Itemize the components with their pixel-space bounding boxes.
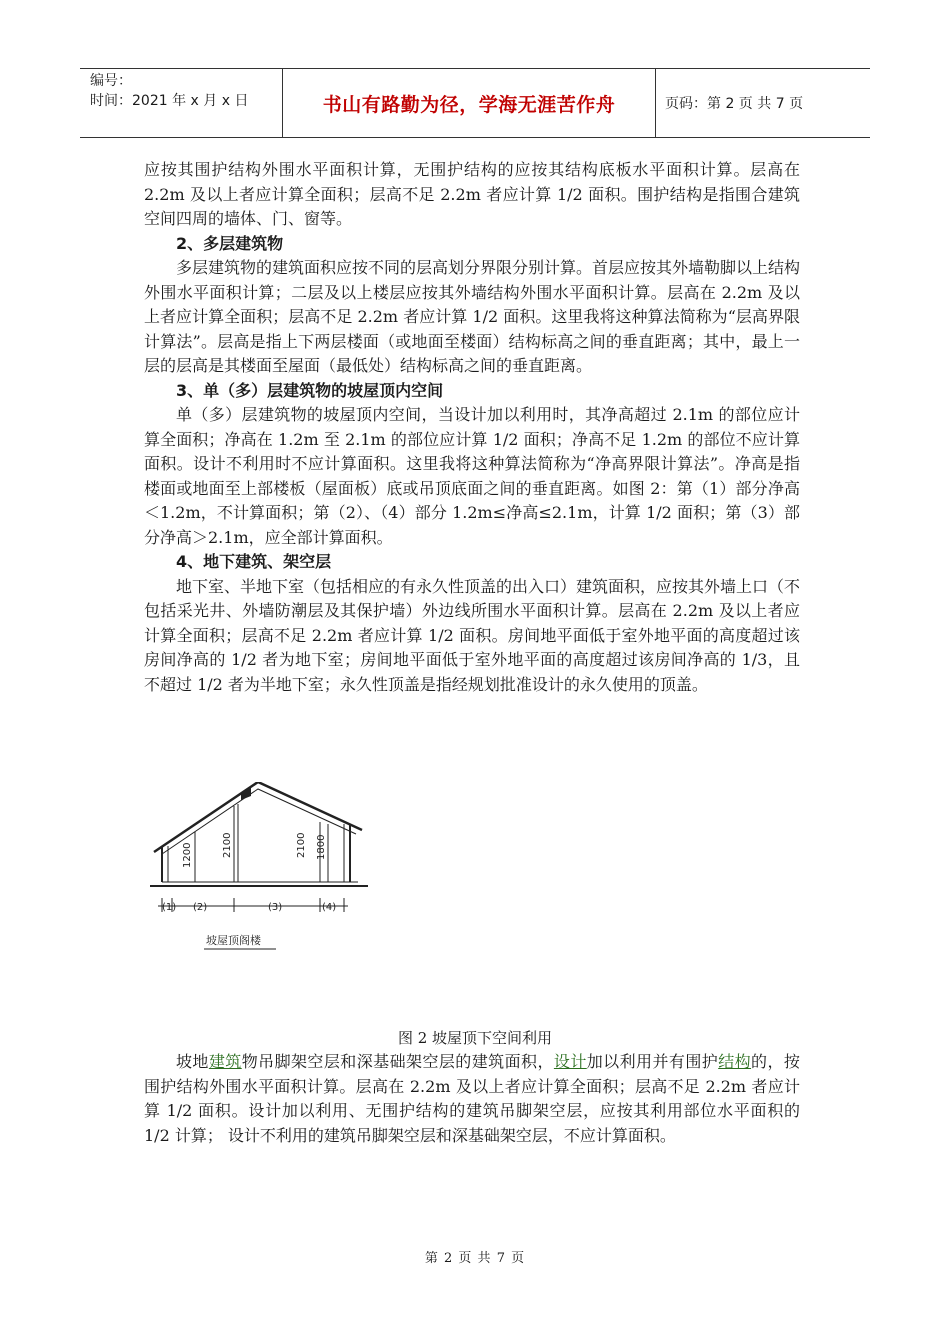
segment-1-label: (1) xyxy=(162,902,177,913)
paragraph: 地下室、半地下室（包括相应的有永久性顶盖的出入口）建筑面积，应按其外墙上口（不包括采光井、外墙防潮层及其保护墙）外边线所围水平面积计算。层高在 2.2m 及以上者应计算全面积；层高不足 2.2m 者应计算 1/2 面积。房间地平面低于室外地平面的高度超过该房间净高的 1/2 者为地下室；房间地平面低于室外地平面的高度超过该房间净高的 1/3，且不超过 1/2 者为半地下室；永久性顶盖是指经规划批准设计的永久使用的顶盖。 xyxy=(144,576,801,694)
page-footer: 第 2 页 共 7 页 xyxy=(424,1251,526,1266)
header-meta xyxy=(80,69,282,139)
page-header xyxy=(80,68,870,138)
main-content xyxy=(144,158,800,697)
roof-attic-diagram xyxy=(148,782,378,962)
paragraph xyxy=(144,1050,800,1148)
header-page-cell xyxy=(655,69,870,137)
text-run: 加以利用并有围护 xyxy=(586,1052,719,1071)
main-content-continued xyxy=(144,1050,800,1148)
link-structure[interactable]: 结构 xyxy=(718,1052,752,1071)
section-heading: 2、多层建筑物 xyxy=(176,233,284,253)
segment-4-label: (4) xyxy=(322,902,337,913)
document-number-label: 编号： xyxy=(90,73,132,89)
date-label: 时间：2021 年 x 月 x 日 xyxy=(90,93,249,109)
dim-1200: 1200 xyxy=(182,842,193,868)
text-run: 物吊脚架空层和深基础架空层的建筑面积， xyxy=(241,1052,554,1071)
dim-2100-right: 2100 xyxy=(296,832,307,858)
dim-2100-left: 2100 xyxy=(222,832,233,858)
paragraph: 单（多）层建筑物的坡屋顶内空间，当设计加以利用时，其净高超过 2.1m 的部位应计算全面积；净高在 1.2m 至 2.1m 的部位应计算 1/2 面积；净高不足 1.2m 的部位不应计算面积。设计不利用时不应计算面积。这里我将这种算法简称为“净高界限计算法”。净高是指楼面或地面至上部楼板（屋面板）底或吊顶底面之间的垂直距离。如图 2：第（1）部分净高＜1.2m，不计算面积；第（2）、（4）部分 1.2m≤净高≤2.1m，计算 1/2 面积；第（3）部分净高＞2.1m，应全部计算面积。 xyxy=(144,405,800,547)
link-building[interactable]: 建筑 xyxy=(208,1052,242,1071)
paragraph: 多层建筑物的建筑面积应按不同的层高划分界限分别计算。首层应按其外墙勒脚以上结构外围水平面积计算；二层及以上楼层应按其外墙结构外围水平面积计算。层高在 2.2m 及以上者应计算全面积；层高不足 2.2m 者应计算 1/2 面积。这里我将这种算法简称为“层高界限计算法”。层高是指上下两层楼面（或地面至楼面）结构标高之间的垂直距离；其中，最上一层的层高是其楼面至屋面（最低处）结构标高之间的垂直距离。 xyxy=(144,258,801,375)
segment-2-label: (2) xyxy=(193,902,208,913)
header-page-label: 页码：第 2 页 共 7 页 xyxy=(665,96,804,112)
roof-section-drawing xyxy=(148,782,378,962)
link-design[interactable]: 设计 xyxy=(553,1052,587,1071)
dim-1800: 1800 xyxy=(316,834,327,860)
motto-text: 书山有路勤为径，学海无涯苦作舟 xyxy=(322,93,616,116)
section-heading: 4、地下建筑、架空层 xyxy=(176,552,332,571)
segment-3-label: (3) xyxy=(268,902,283,913)
text-run: 的，按围护结构外围水平面积计算。层高在 2.2m 及以上者应计算全面积；层高不足 2.2m 者应计算 1/2 面积。设计加以利用、无围护结构的建筑吊脚架空层，应按其利用部位水平面积的 1/2 计算； 设计不利用的建筑吊脚架空层和深基础架空层，不应计算面积。 xyxy=(144,1052,800,1145)
header-motto-cell xyxy=(282,69,656,137)
figure-subcaption: 坡屋顶阁楼 xyxy=(206,934,261,947)
text-run: 坡地 xyxy=(176,1052,209,1071)
section-heading: 3、单（多）层建筑物的坡屋顶内空间 xyxy=(176,380,444,400)
figure-caption: 图 2 坡屋顶下空间利用 xyxy=(397,1029,553,1047)
paragraph: 应按其围护结构外围水平面积计算，无围护结构的应按其结构底板水平面积计算。层高在 2.2m 及以上者应计算全面积；层高不足 2.2m 者应计算 1/2 面积。围护结构是指围合建筑空间四周的墙体、门、窗等。 xyxy=(144,160,800,228)
